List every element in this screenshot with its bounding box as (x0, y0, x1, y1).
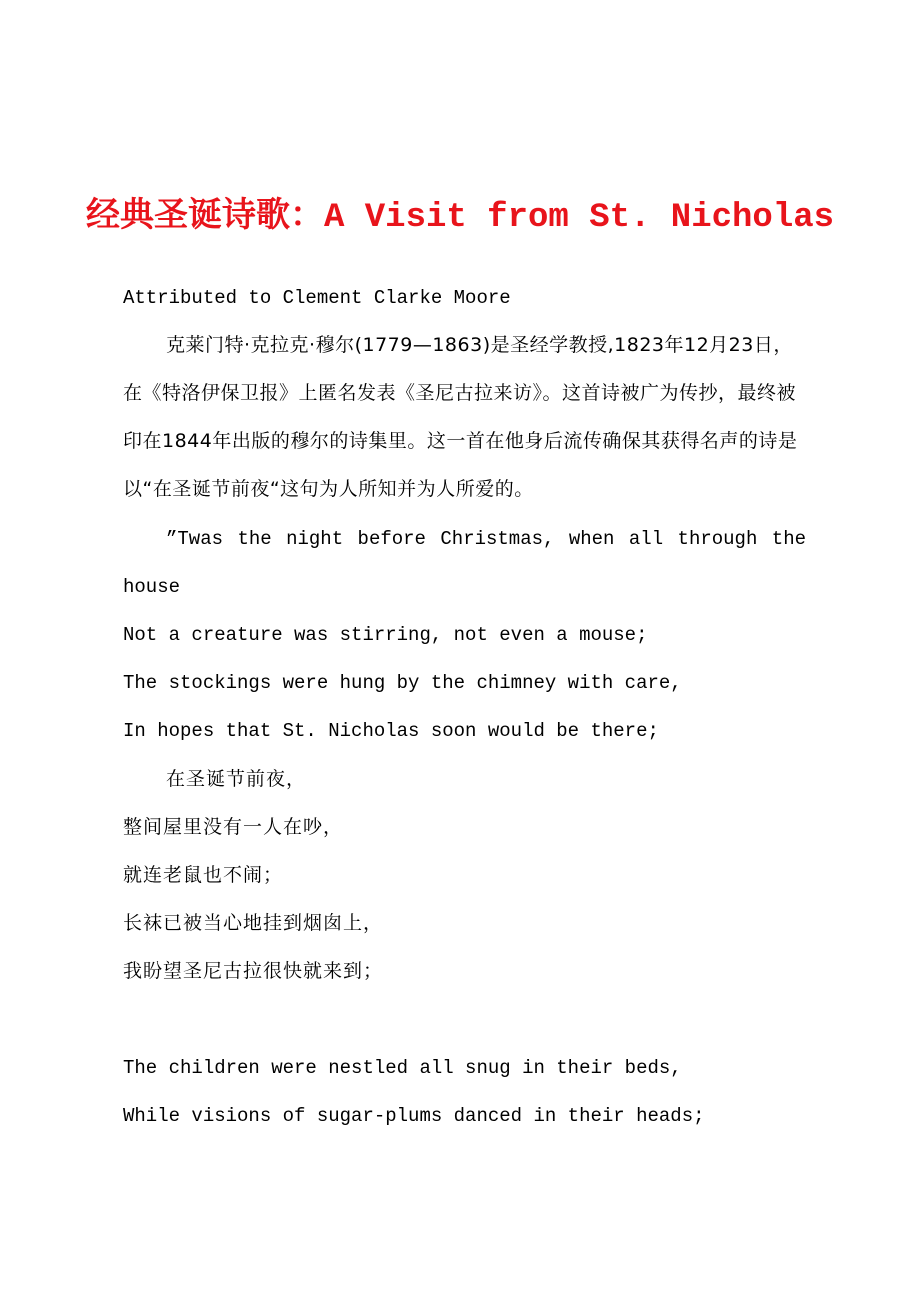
poem-en-line-2: Not a creature was stirring, not even a mouse; (123, 624, 648, 646)
poem-en-line-1b: house (123, 576, 181, 598)
poem-cn-line-3: 就连老鼠也不闹； (123, 864, 284, 886)
poem-cn-line-2: 整间屋里没有一人在吵， (123, 816, 344, 838)
page-title: 经典圣诞诗歌：A Visit from St. Nicholas (85, 199, 835, 237)
poem-cn-line-4: 长袜已被当心地挂到烟囱上， (123, 912, 384, 934)
poem-en-line-4: In hopes that St. Nicholas soon would be there; (123, 720, 659, 742)
poem-en-line-1a: ”Twas the night before Christmas, when all through the (166, 528, 806, 550)
poem-en2-line-1: The children were nestled all snug in their beds, (123, 1057, 682, 1079)
attribution-line: Attributed to Clement Clarke Moore (123, 287, 511, 309)
poem-cn-line-1: 在圣诞节前夜， (166, 768, 307, 790)
poem-cn-line-5: 我盼望圣尼古拉很快就来到； (123, 960, 384, 982)
poem-en2-line-2: While visions of sugar-plums danced in their heads; (123, 1105, 705, 1127)
poem-en-line-3: The stockings were hung by the chimney with care, (123, 672, 682, 694)
intro-paragraph: 克莱门特·克拉克·穆尔(1779—1863)是圣经学教授,1823年12月23日，在《特洛伊保卫报》上匿名发表《圣尼古拉来访》。这首诗被广为传抄，最终被印在1844年出版的穆尔的诗集里。这一首在他身后流传确保其获得名声的诗是以“在圣诞节前夜“这句为人所知并为人所爱的。 (123, 334, 798, 500)
